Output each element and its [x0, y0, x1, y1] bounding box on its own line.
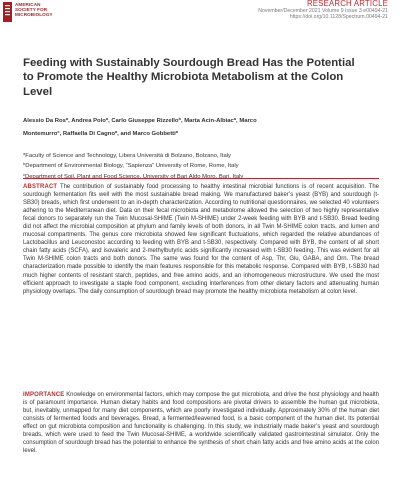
- author-affil-marker: a: [114, 128, 118, 134]
- author-name[interactable]: Carlo Giuseppe Rizzello: [111, 118, 179, 124]
- affiliation-marker: a: [23, 151, 26, 156]
- author-name[interactable]: and Marco Gobbetti: [120, 130, 176, 137]
- author-affil-marker: b: [178, 116, 181, 121]
- author-affil-marker: a: [65, 116, 69, 121]
- author-affil-marker: a: [233, 116, 237, 121]
- abstract-paragraph: [23, 183, 379, 296]
- author-affil-marker: a: [105, 116, 109, 121]
- importance-paragraph: [23, 391, 379, 455]
- author-line-2: Montemurro$^c$, Raffaella Di Cagno$^a$, and Marco Gobbetti$^a$: [23, 128, 178, 137]
- affiliation-item: [23, 171, 373, 181]
- author-name[interactable]: Andrea Polo: [71, 118, 106, 124]
- author-name[interactable]: Raffaella Di Cagno: [62, 130, 115, 137]
- asm-logo: [3, 0, 58, 26]
- logo-line-2: SOCIETY FOR: [15, 7, 48, 13]
- paper-title: Feeding with Sustainably Sourdough Bread Has the Potential to Promote the Healthy Microbiota Metabolism at the Colon Level: [23, 57, 355, 98]
- author-line-1: Alessio Da Ros$^a$, Andrea Polo$^a$, Carlo Giuseppe Rizzello$^b$, Marta Acin-Albiac$^a$, Marco: [23, 116, 257, 124]
- affiliation-text: Department of Environmental Biology, “Sapienza” University of Rome, Rome, Italy: [25, 163, 239, 170]
- asm-logo-text: [15, 2, 53, 18]
- logo-line-1: AMERICAN: [15, 2, 41, 7]
- article-header: [258, 0, 388, 20]
- asm-logo-icon: [3, 2, 12, 22]
- logo-line-3: MICROBIOLOGY: [15, 12, 53, 18]
- author-affil-marker: a: [175, 128, 178, 134]
- section-divider: [23, 178, 379, 179]
- importance-text: Knowledge on environmental factors, which may compose the gut microbiota, and drive the host physiology and health is of paramount importance. Human dietary habits and food compositions are pivotal drivers to assemble the human gut microbiota, but, inevitably, unmapped for many diet components, which are poorly investigated individually. Approximately 30% of the human diet consists of fermented foods and beverages. Bread, a fermented/leavened food, is a basic component of the human diet. Its potential effect on gut microbiota composition and functionality is challenging. In this study, we industrially made baker’s yeast and sourdough breads, which were used to feed the Twin Mucosal-SHIME, a worldwide scientifically validated gastrointestinal simulator. Only the consumption of sourdough bread has the potential to enhance the synthesis of short chain fatty acids and free amino acids at the colon level.: [23, 392, 379, 455]
- affiliation-marker: c: [23, 171, 25, 177]
- doi-link[interactable]: https://doi.org/10.1128/Spectrum.00494-21: [289, 14, 388, 20]
- affiliation-list: [23, 150, 373, 181]
- article-type: RESEARCH ARTICLE: [306, 0, 388, 8]
- issue-line: November/December 2021 Volume 9 Issue 3 e00494-21: [258, 8, 388, 14]
- affiliation-text: Department of Soil, Plant and Food Science, University of Bari Aldo Moro, Bari, Italy: [25, 173, 244, 180]
- abstract-text: The contribution of sustainably food processing to healthy intestinal microbial functions is of recent acquisition. The sourdough fermentation fits well with the most sustainable bread making. We manufactured baker’s yeast (BYB) and sourdough (t-SB30) breads, which first underwent to an in-depth characterization. According to nutritional questionnaires, we selected 40 volunteers adhering to the Mediterranean diet. Data on their fecal microbiota and metabolome allowed the selection of two highly representative fecal donors to separately run the Twin Mucosal-SHIME (Twin M-SHIME) under 2-week feeding with BYB and t-SB30. Bread feeding did not affect the microbial composition at phylum and family levels of both donors, in all Twin M-SHIME colon tracts, and lumen and mucosal compartments. The genus core microbiota showed few significant fluctuations, which regarded the relative abundances of Lactobacillus and Leuconostoc according to feeding with BYB and t-SB30, respectively. Compared with BYB, the content of all short chain fatty acids (SCFA), and isovaleric and 2-methylbutyric acids significantly increased with t-SB30 feeding. This was evident for all Twin M-SHIME colon tracts and both donors. The same was found for the content of Asp, Thr, Glu, GABA, and Orn. The bread characterization made possible to identify the main features responsible for this metabolic response. Compared with BYB, t-SB30 had much higher contents of resistant starch, peptides, and free amino acids, and an inhomogeneous microstructure. We used the most efficient approach to investigate a staple food component, excluding interferences from other dietary factors and attenuating human physiology overlaps. The daily consumption of sourdough bread may promote the healthy microbiota metabolism at colon level.: [23, 184, 379, 295]
- affiliation-text: Faculty of Science and Technology, Libera Università di Bolzano, Bolzano, Italy: [25, 153, 231, 159]
- author-name[interactable]: Alessio Da Ros: [23, 118, 66, 124]
- author-affil-marker: c: [57, 128, 60, 134]
- affiliation-item: [23, 160, 373, 170]
- author-list: [23, 114, 373, 139]
- affiliation-item: [23, 150, 373, 160]
- author-name[interactable]: Montemurro: [23, 130, 58, 137]
- author-name[interactable]: Marta Acin-Albiac: [184, 118, 234, 124]
- author-name[interactable]: Marco: [239, 118, 257, 124]
- abstract-label: ABSTRACT: [23, 184, 58, 190]
- importance-label: IMPORTANCE: [23, 392, 65, 398]
- affiliation-marker: b: [23, 161, 26, 167]
